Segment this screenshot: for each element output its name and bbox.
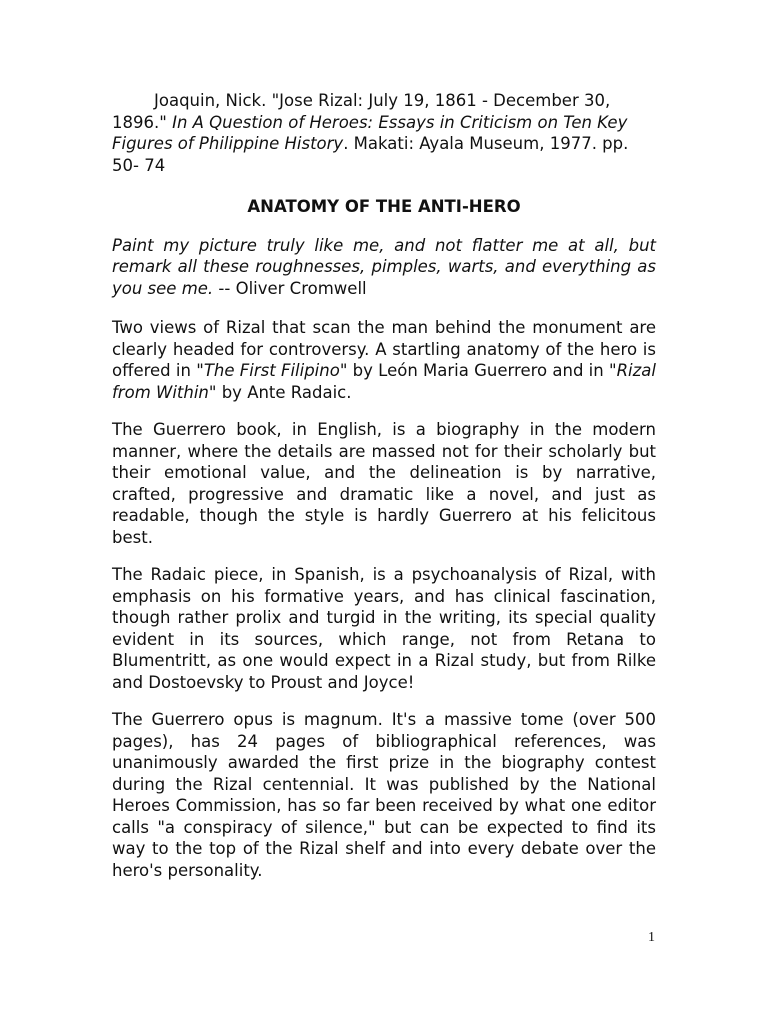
epigraph <box>112 235 656 300</box>
paragraph-1-text-a: Two views of Rizal that scan the man behind the monument are clearly headed for controversy. A startling anatomy of the hero is offered in <box>112 318 656 380</box>
citation <box>112 90 656 176</box>
citation-publisher: . Makati: Ayala Museum, 1977. pp. 50- 74 <box>112 134 629 175</box>
paragraph-1-title-first-filipino: "The First Filipino" <box>196 361 348 380</box>
paragraph-1-title-rizal-from-within: "Rizal from Within <box>112 361 656 402</box>
document-body <box>112 90 656 897</box>
paragraph-4: The Guerrero opus is magnum. It's a massive tome (over 500 pages), has 24 pages of bibliographical references, was unanimously awarded the first prize in the biography contest during the Rizal centennial. It was published by the National Heroes Commission, has so far been received by what one editor calls "a conspiracy of silence," but can be expected to find its way to the top of the Rizal shelf and into every debate over the hero's personality. <box>112 710 656 880</box>
epigraph-quote: Paint my picture truly like me, and not flatter me at all, but remark all these roughnesses, pimples, warts, and everything as you see me. <box>112 235 656 298</box>
paragraph-1 <box>112 317 656 403</box>
citation-author: Joaquin, Nick. "Jose Rizal: July 19, 1861 - December 30, 1896." <box>112 91 611 132</box>
paragraph-1-text-b: by León Maria Guerrero and in <box>347 361 609 380</box>
section-heading: ANATOMY OF THE ANTI-HERO <box>247 197 521 216</box>
paragraph-2: The Guerrero book, in English, is a biography in the modern manner, where the details are massed not for their scholarly but their emotional value, and the delineation is by narrative, crafted, progressive and dramatic like a novel, and just as readable, though the style is hardly Guerrero at his felicitous best. <box>112 420 656 547</box>
paragraph-3: The Radaic piece, in Spanish, is a psychoanalysis of Rizal, with emphasis on his formative years, and has clinical fascination, though rather prolix and turgid in the writing, its special quality evident in its sources, which range, not from Retana to Blumentritt, as one would expect in a Rizal study, but from Rilke and Dostoevsky to Proust and Joyce! <box>112 565 656 692</box>
paragraph-1-text-c: " by Ante Radaic. <box>208 382 352 402</box>
epigraph-attribution: -- Oliver Cromwell <box>213 278 367 298</box>
page-number: 1 <box>648 930 655 945</box>
citation-book-title: In A Question of Heroes: Essays in Criticism on Ten Key Figures of Philippine History <box>112 112 628 153</box>
